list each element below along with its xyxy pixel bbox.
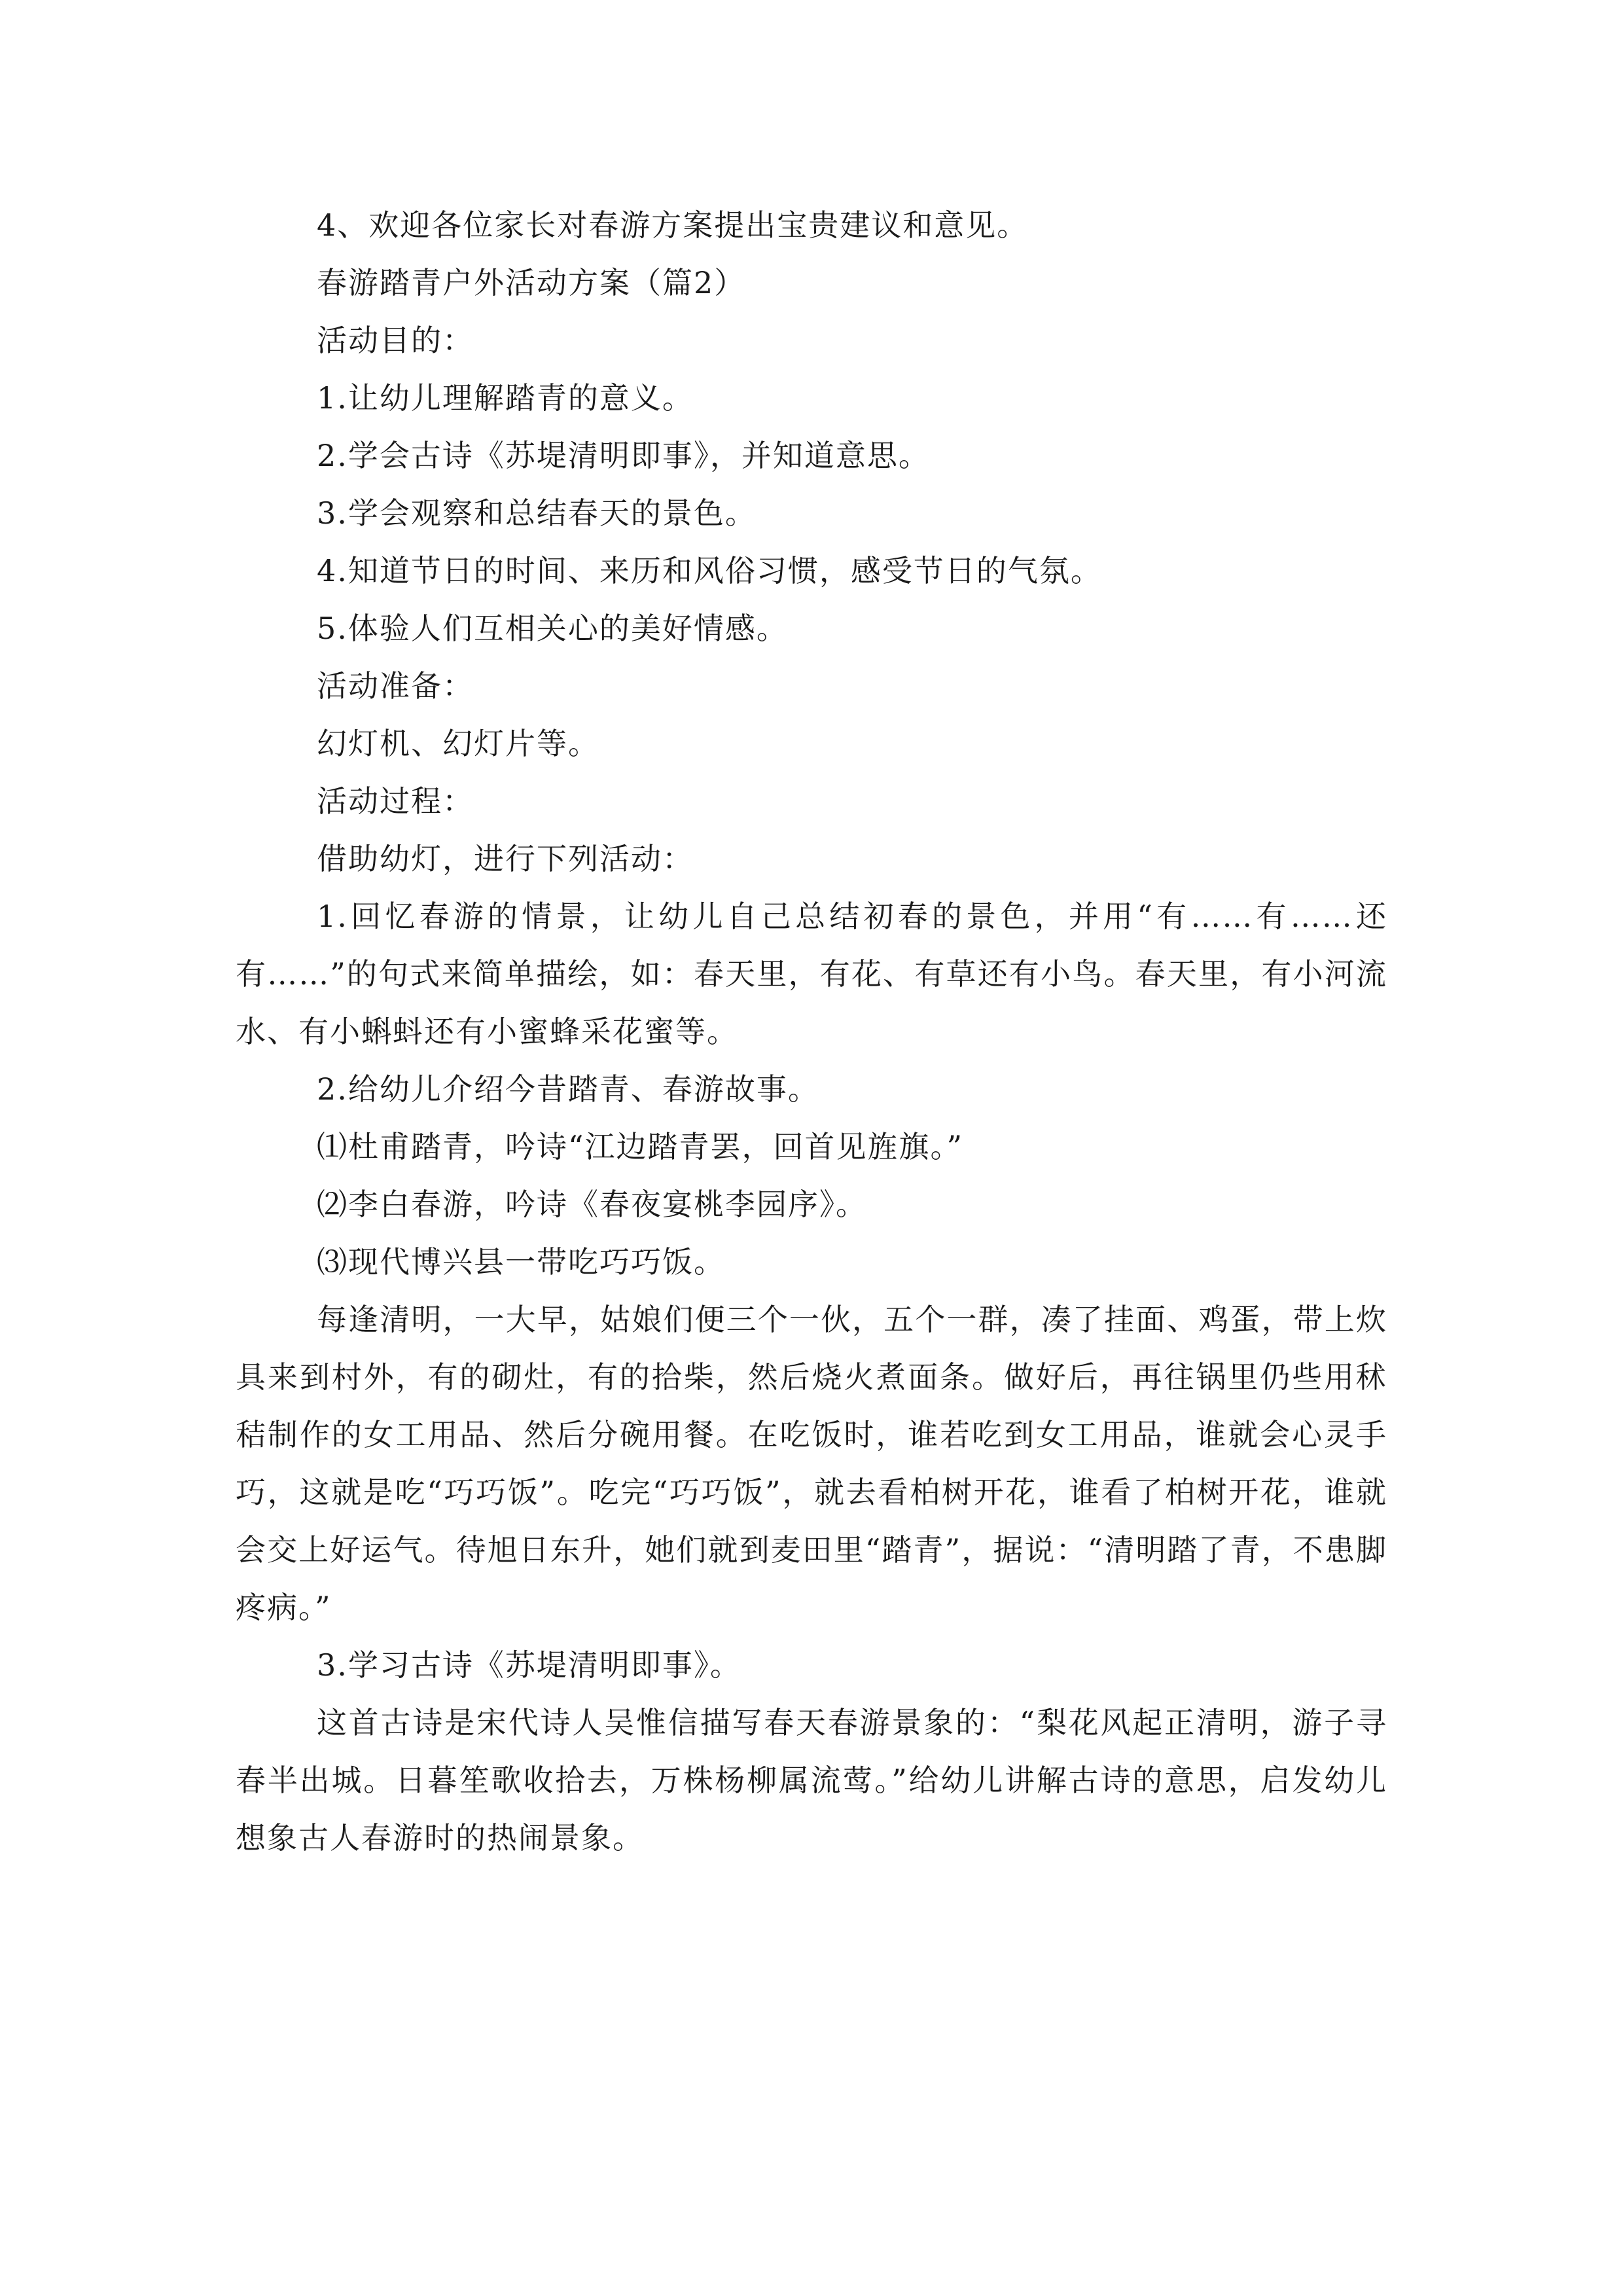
section-title: 春游踏青户外活动方案（篇2） <box>317 265 746 300</box>
process-step-2: 2.给幼儿介绍今昔踏青、春游故事。 <box>317 1071 819 1107</box>
process-intro: 借助幼灯，进行下列活动： <box>317 841 694 876</box>
process-step-3: 3.学习古诗《苏堤清明即事》。 <box>317 1647 741 1683</box>
story-item-1: ⑴杜甫踏青，吟诗“江边踏青罢，回首见旌旗。” <box>317 1129 964 1164</box>
preparation-items: 幻灯机、幻灯片等。 <box>317 726 599 761</box>
process-step-1: 1.回忆春游的情景，让幼儿自己总结初春的景色，并用“有……有……还有……”的句式来简单描绘，如：春天里，有花、有草还有小鸟。春天里，有小河流水、有小蝌蚪还有小蜜蜂采花蜜等。 <box>236 899 1387 1049</box>
story-item-3: ⑶现代博兴县一带吃巧巧饭。 <box>317 1244 725 1280</box>
heading-preparation: 活动准备： <box>317 668 474 704</box>
poem-explanation: 这首古诗是宋代诗人吴惟信描写春天春游景象的：“梨花风起正清明，游子寻春半出城。日暮笙歌收拾去，万株杨柳属流莺。”给幼儿讲解古诗的意思，启发幼儿想象古人春游时的热闹景象。 <box>236 1705 1387 1856</box>
goal-item-1: 1.让幼儿理解踏青的意义。 <box>317 380 694 416</box>
heading-goals: 活动目的： <box>317 323 474 358</box>
goal-item-3: 3.学会观察和总结春天的景色。 <box>317 495 757 531</box>
document-body <box>236 196 1387 1867</box>
paragraph-suggestions: 4、欢迎各位家长对春游方案提出宝贵建议和意见。 <box>317 207 1029 243</box>
goal-item-4: 4.知道节日的时间、来历和风俗习惯，感受节日的气氛。 <box>317 553 1102 588</box>
qiaoqiao-rice-description: 每逢清明，一大早，姑娘们便三个一伙，五个一群，凑了挂面、鸡蛋，带上炊具来到村外，有的砌灶，有的拾柴，然后烧火煮面条。做好后，再往锅里仍些用秫秸制作的女工用品、然后分碗用餐。在吃饭时，谁若吃到女工用品，谁就会心灵手巧，这就是吃“巧巧饭”。吃完“巧巧饭”，就去看柏树开花，谁看了柏树开花，谁就会交上好运气。待旭日东升，她们就到麦田里“踏青”，据说：“清明踏了青，不患脚疼病。” <box>236 1302 1387 1625</box>
story-item-2: ⑵李白春游，吟诗《春夜宴桃李园序》。 <box>317 1187 867 1222</box>
heading-process: 活动过程： <box>317 783 474 819</box>
goal-item-5: 5.体验人们互相关心的美好情感。 <box>317 611 788 646</box>
goal-item-2: 2.学会古诗《苏堤清明即事》，并知道意思。 <box>317 438 930 473</box>
